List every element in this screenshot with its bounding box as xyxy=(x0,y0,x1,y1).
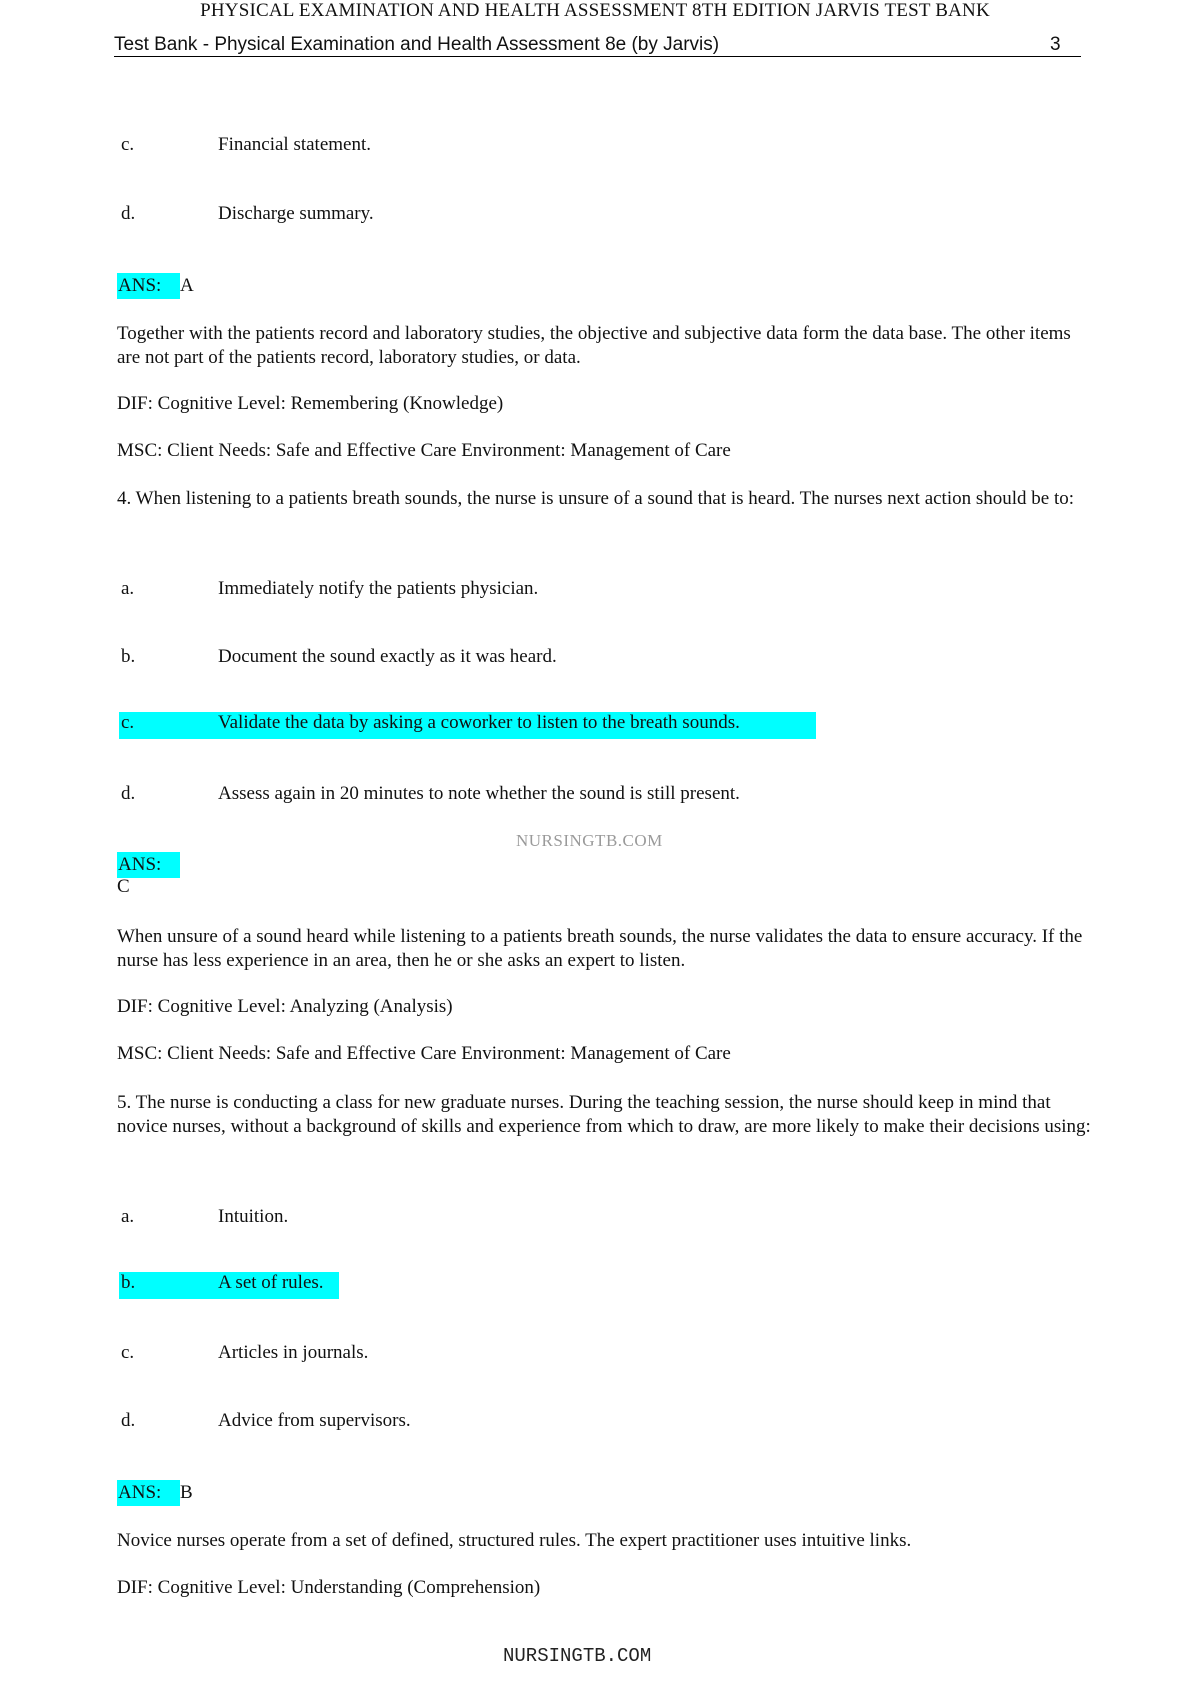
q5-answer-value: B xyxy=(180,1482,193,1503)
q4-answer-label: ANS: xyxy=(117,852,180,878)
page-number: 3 xyxy=(1050,34,1061,55)
footer-site-text: NURSINGTB.COM xyxy=(503,1645,652,1667)
q3-option-c-letter: c. xyxy=(121,134,135,155)
q4-option-a-letter: a. xyxy=(121,578,135,599)
q3-option-c-text: Financial statement. xyxy=(218,134,372,155)
q4-option-c-letter: c. xyxy=(121,712,135,733)
q5-option-b-text: A set of rules. xyxy=(218,1272,324,1293)
q5-option-d-text: Advice from supervisors. xyxy=(218,1410,411,1431)
q5-answer-label: ANS: xyxy=(117,1480,180,1506)
q4-option-d-text: Assess again in 20 minutes to note whether the sound is still present. xyxy=(218,783,740,804)
q3-option-d-letter: d. xyxy=(121,203,136,224)
q4-answer-value: C xyxy=(117,876,130,897)
q4-difficulty: DIF: Cognitive Level: Analyzing (Analysis) xyxy=(117,996,453,1017)
q3-option-d-text: Discharge summary. xyxy=(218,203,374,224)
q5-difficulty: DIF: Cognitive Level: Understanding (Comprehension) xyxy=(117,1577,541,1598)
q5-stem: 5. The nurse is conducting a class for new graduate nurses. During the teaching session, the nurse should keep in mind that novice nurses, without a background of skills and experience from which to draw, are more likely to make their decisions using: xyxy=(117,1092,1091,1137)
watermark-text: NURSINGTB.COM xyxy=(516,831,663,850)
q4-answer xyxy=(117,852,180,878)
q3-answer-value: A xyxy=(180,275,194,296)
q5-option-a-letter: a. xyxy=(121,1206,135,1227)
q3-client-needs: MSC: Client Needs: Safe and Effective Care Environment: Management of Care xyxy=(117,440,731,461)
q5-option-c-text: Articles in journals. xyxy=(218,1342,369,1363)
q5-option-a-text: Intuition. xyxy=(218,1206,289,1227)
q4-rationale: When unsure of a sound heard while listening to a patients breath sounds, the nurse validates the data to ensure accuracy. If the nurse has less experience in an area, then he or she asks an expert to listen. xyxy=(117,926,1083,971)
q4-option-c-highlighted xyxy=(119,712,816,739)
q4-stem: 4. When listening to a patients breath sounds, the nurse is unsure of a sound that is heard. The nurses next action should be to: xyxy=(117,488,1075,509)
header-rule xyxy=(114,56,1081,57)
q3-answer-label: ANS: xyxy=(117,273,180,299)
q4-option-c-text: Validate the data by asking a coworker to listen to the breath sounds. xyxy=(218,712,740,733)
q5-option-c-letter: c. xyxy=(121,1342,135,1363)
q3-answer xyxy=(117,273,194,299)
q4-client-needs: MSC: Client Needs: Safe and Effective Care Environment: Management of Care xyxy=(117,1043,731,1064)
q4-option-a-text: Immediately notify the patients physician. xyxy=(218,578,539,599)
q4-option-d-letter: d. xyxy=(121,783,136,804)
document-banner-title: PHYSICAL EXAMINATION AND HEALTH ASSESSMENT 8TH EDITION JARVIS TEST BANK xyxy=(200,0,990,21)
q3-difficulty: DIF: Cognitive Level: Remembering (Knowledge) xyxy=(117,393,504,414)
q5-rationale: Novice nurses operate from a set of defined, structured rules. The expert practitioner uses intuitive links. xyxy=(117,1530,912,1551)
q4-option-b-letter: b. xyxy=(121,646,136,667)
running-header-title: Test Bank - Physical Examination and Health Assessment 8e (by Jarvis) xyxy=(114,34,720,55)
q5-answer xyxy=(117,1480,193,1506)
q4-option-b-text: Document the sound exactly as it was heard. xyxy=(218,646,557,667)
q3-rationale: Together with the patients record and laboratory studies, the objective and subjective data form the data base. The other items are not part of the patients record, laboratory studies, or data. xyxy=(117,323,1071,368)
q5-option-b-highlighted xyxy=(119,1272,339,1299)
q5-option-d-letter: d. xyxy=(121,1410,136,1431)
q5-option-b-letter: b. xyxy=(121,1272,136,1293)
